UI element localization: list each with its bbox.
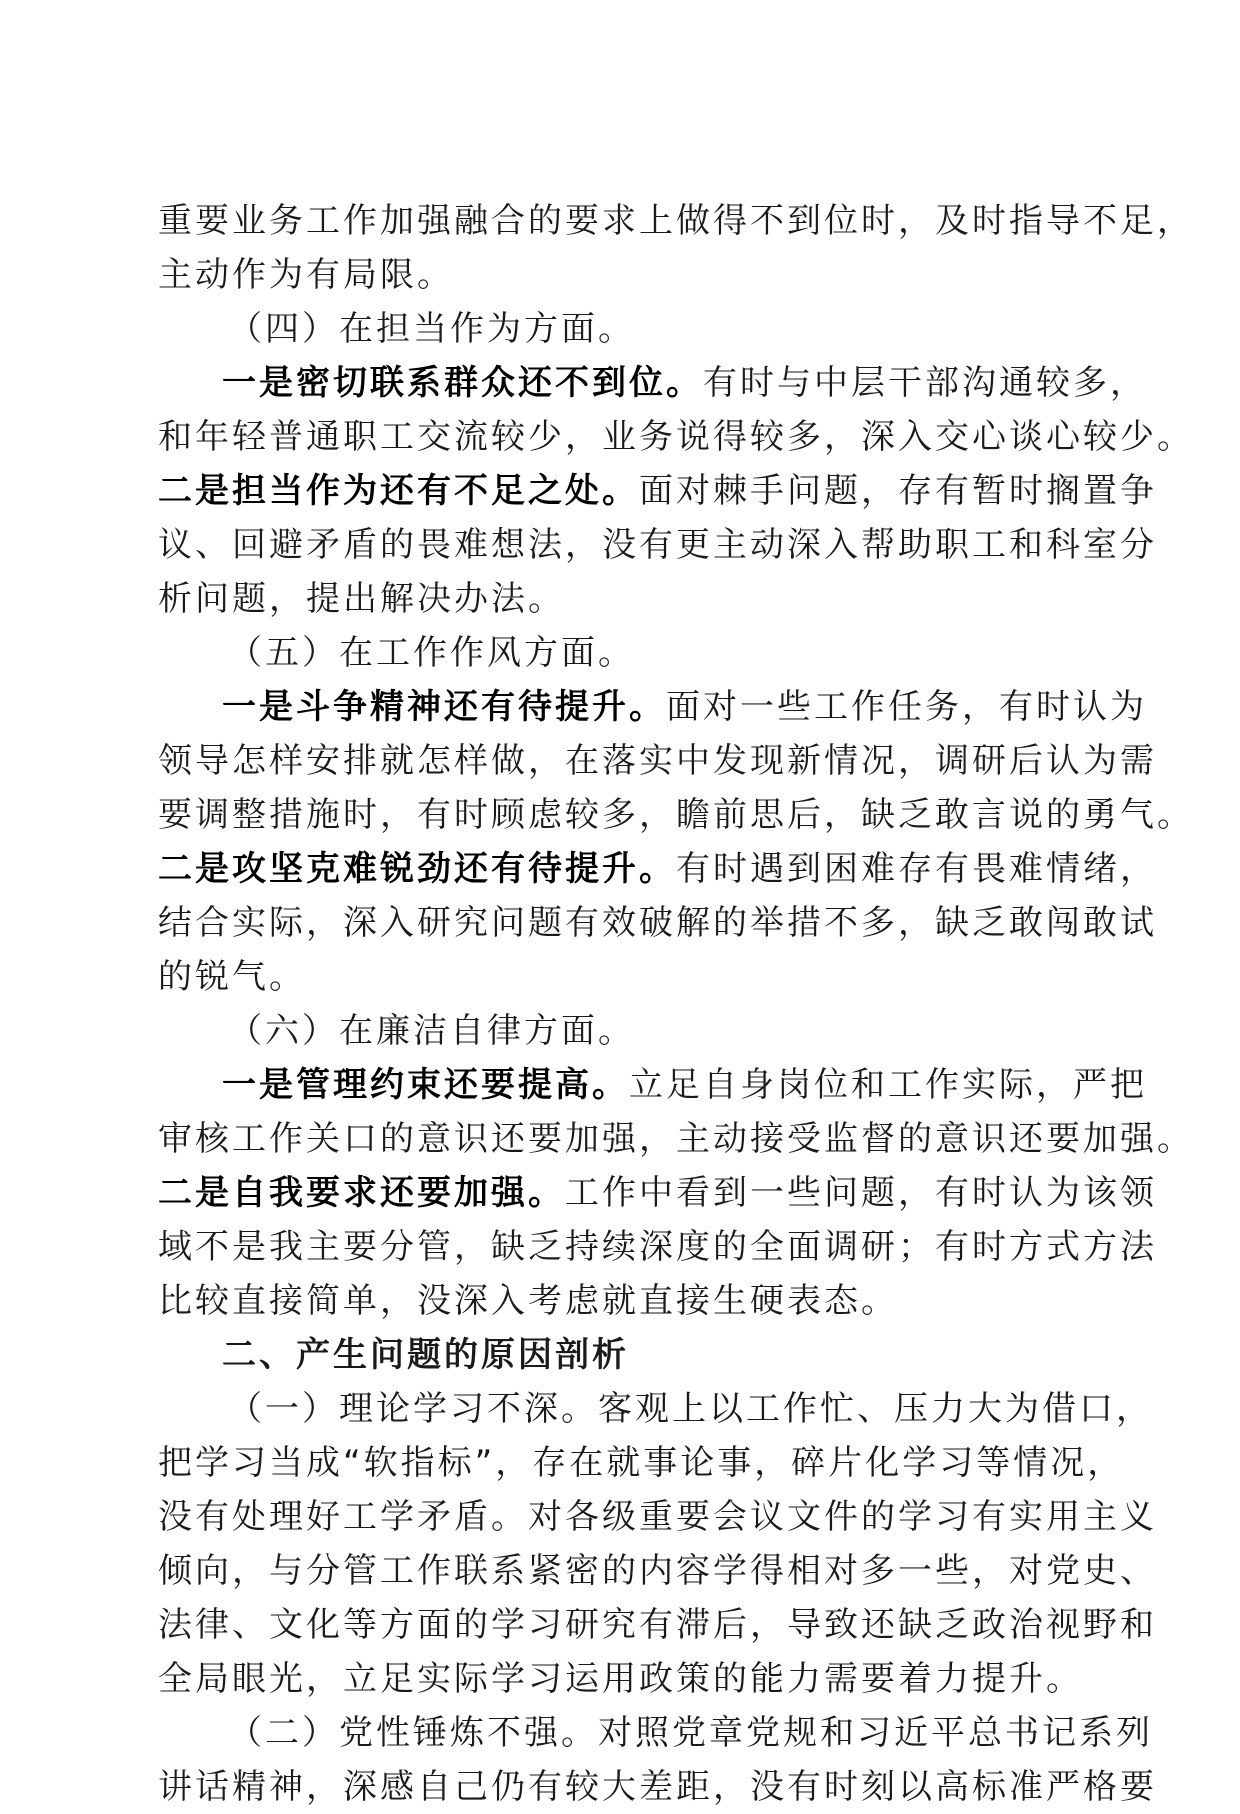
paragraph-text: （二）党性锤炼不强。对照党章党规和习近平总书记系列 bbox=[228, 1713, 1153, 1753]
bold-lead: 一是斗争精神还有待提升。 bbox=[222, 687, 666, 727]
bold-lead: 二是担当作为还有不足之处。 bbox=[158, 471, 639, 511]
paragraph-start bbox=[158, 1706, 1153, 1760]
text-line: 没有处理好工学矛盾。对各级重要会议文件的学习有实用主义 bbox=[158, 1497, 1157, 1537]
text-line: 倾向，与分管工作联系紧密的内容学得相对多一些，对党史、 bbox=[158, 1551, 1157, 1591]
bold-lead: 一是管理约束还要提高。 bbox=[222, 1065, 629, 1105]
text-line: 和年轻普通职工交流较少，业务说得较多，深入交心谈心较少。 bbox=[158, 417, 1194, 457]
bold-lead: 一是密切联系群众还不到位。 bbox=[222, 363, 703, 403]
paragraph-text: 有时与中层干部沟通较多， bbox=[703, 363, 1147, 403]
paragraph-text: 面对一些工作任务，有时认为 bbox=[666, 687, 1147, 727]
text-line: 讲话精神，深感自己仍有较大差距，没有时刻以高标准严格要 bbox=[158, 1767, 1157, 1807]
paragraph-text: 面对棘手问题，存有暂时搁置争 bbox=[639, 471, 1157, 511]
paragraph-start bbox=[158, 464, 1157, 518]
document-body bbox=[158, 194, 1194, 1814]
text-line: 要调整措施时，有时顾虑较多，瞻前思后，缺乏敢言说的勇气。 bbox=[158, 795, 1194, 835]
text-line: 议、回避矛盾的畏难想法，没有更主动深入帮助职工和科室分 bbox=[158, 525, 1157, 565]
text-line: 全局眼光，立足实际学习运用政策的能力需要着力提升。 bbox=[158, 1659, 1083, 1699]
section-heading-5: （五）在工作作风方面。 bbox=[228, 633, 635, 673]
paragraph-text: 工作中看到一些问题，有时认为该领 bbox=[565, 1173, 1157, 1213]
text-line: 析问题，提出解决办法。 bbox=[158, 579, 565, 619]
text-line: 主动作为有局限。 bbox=[158, 255, 454, 295]
paragraph-text: （一）理论学习不深。客观上以工作忙、压力大为借口， bbox=[228, 1389, 1153, 1429]
text-line: 域不是我主要分管，缺乏持续深度的全面调研；有时方式方法 bbox=[158, 1227, 1157, 1267]
text-line: 重要业务工作加强融合的要求上做得不到位时，及时指导不足， bbox=[158, 201, 1194, 241]
paragraph-start bbox=[158, 1058, 1147, 1112]
text-line: 把学习当成“软指标”，存在就事论事，碎片化学习等情况， bbox=[158, 1443, 1125, 1483]
paragraph-start bbox=[158, 842, 1157, 896]
section-heading-6: （六）在廉洁自律方面。 bbox=[228, 1011, 635, 1051]
chapter-heading-2: 二、产生问题的原因剖析 bbox=[222, 1335, 629, 1375]
text-line: 结合实际，深入研究问题有效破解的举措不多，缺乏敢闯敢试 bbox=[158, 903, 1157, 943]
text-line: 审核工作关口的意识还要加强，主动接受监督的意识还要加强。 bbox=[158, 1119, 1194, 1159]
paragraph-start bbox=[158, 356, 1147, 410]
paragraph-start bbox=[158, 1382, 1153, 1436]
text-line: 法律、文化等方面的学习研究有滞后，导致还缺乏政治视野和 bbox=[158, 1605, 1157, 1645]
text-line: 领导怎样安排就怎样做，在落实中发现新情况，调研后认为需 bbox=[158, 741, 1157, 781]
paragraph-start bbox=[158, 1166, 1157, 1220]
paragraph-text: 有时遇到困难存有畏难情绪， bbox=[676, 849, 1157, 889]
paragraph-start bbox=[158, 680, 1147, 734]
text-line: 的锐气。 bbox=[158, 957, 306, 997]
bold-lead: 二是攻坚克难锐劲还有待提升。 bbox=[158, 849, 676, 889]
text-line: 比较直接简单，没深入考虑就直接生硬表态。 bbox=[158, 1281, 898, 1321]
paragraph-text: 立足自身岗位和工作实际，严把 bbox=[629, 1065, 1147, 1105]
section-heading-4: （四）在担当作为方面。 bbox=[228, 309, 635, 349]
bold-lead: 二是自我要求还要加强。 bbox=[158, 1173, 565, 1213]
